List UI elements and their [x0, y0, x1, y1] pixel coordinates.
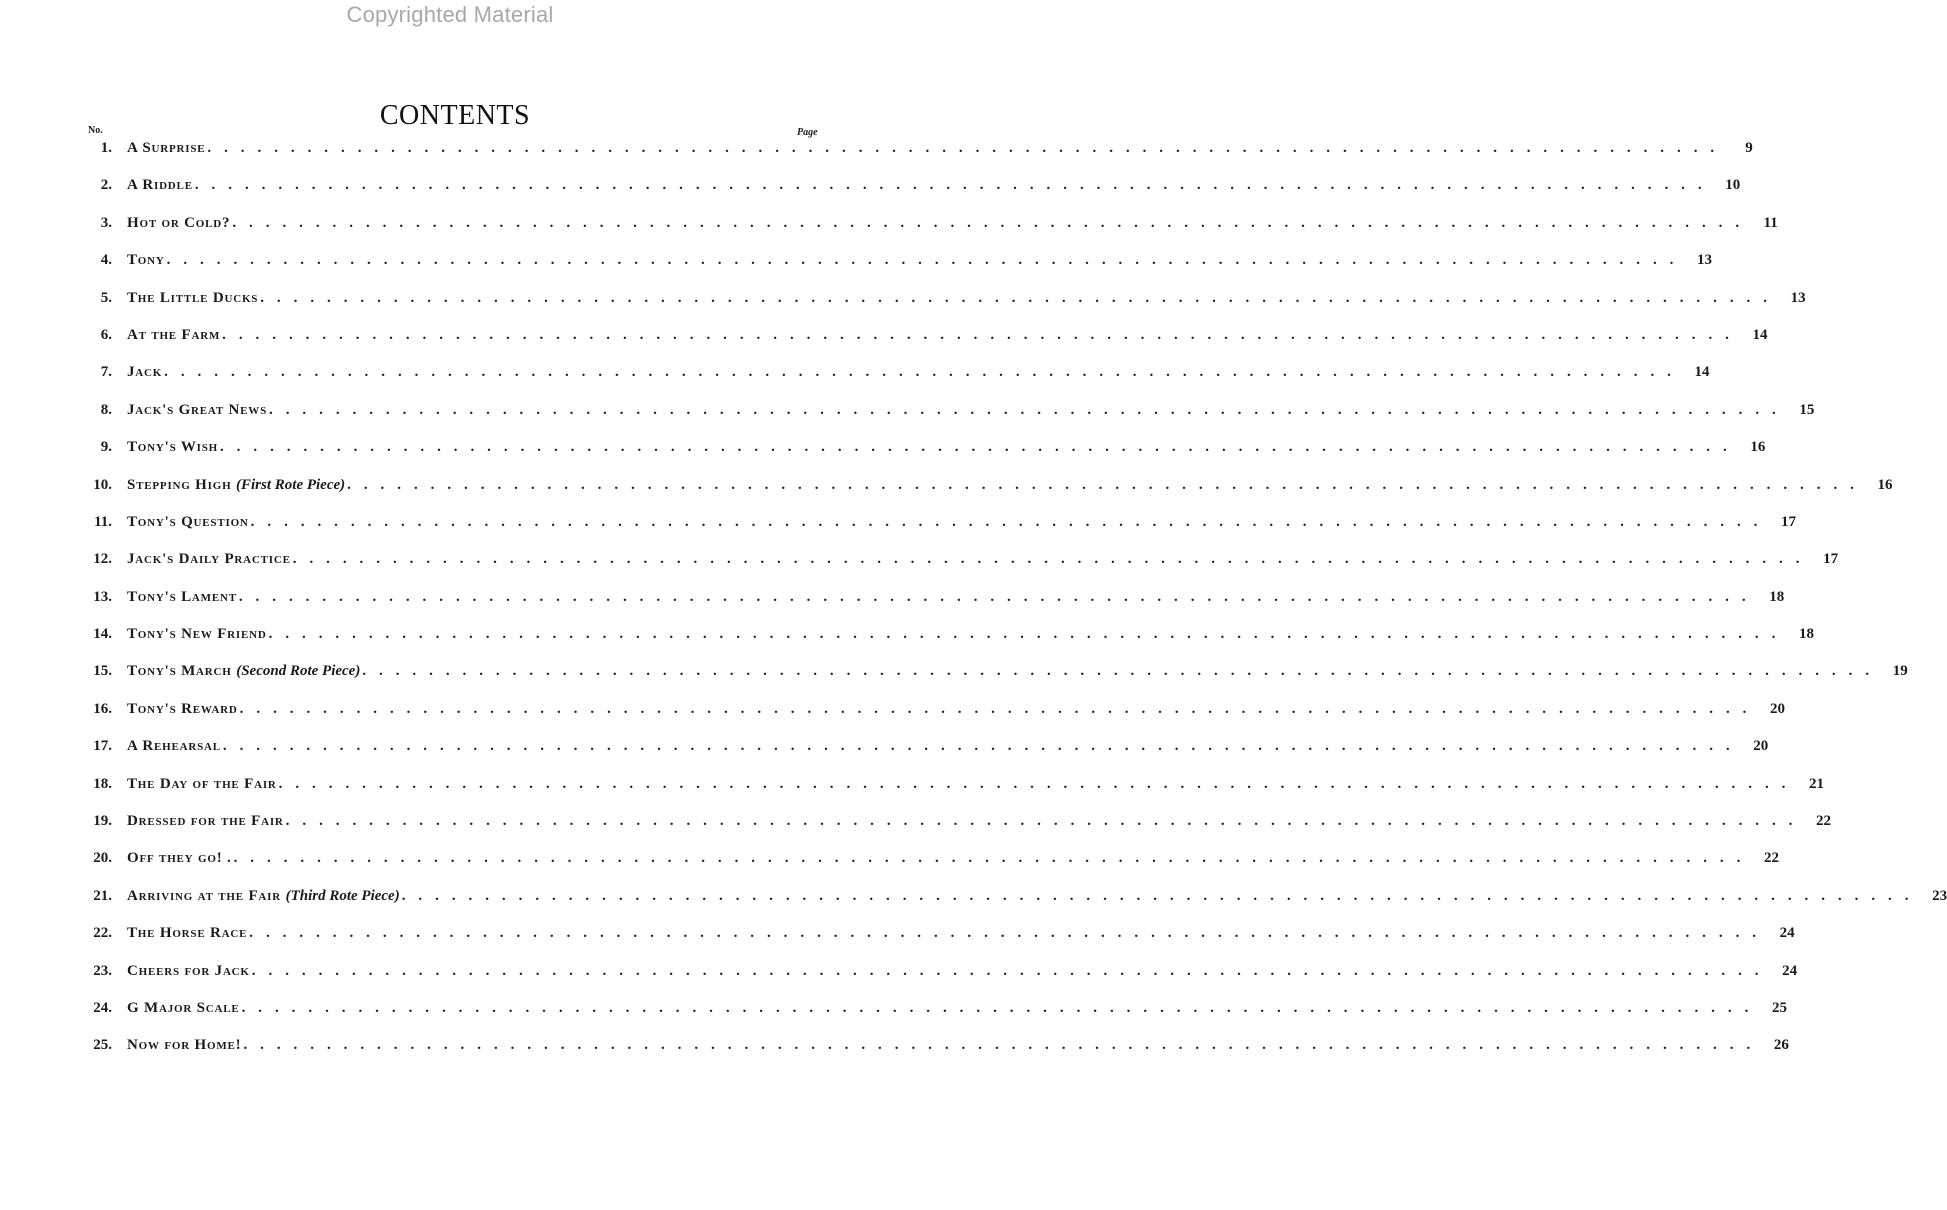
- entry-page: 20: [1770, 700, 1786, 717]
- toc-entry: [80, 401, 1815, 439]
- entry-title: Hot or Cold?: [127, 214, 231, 231]
- dot-leader: . . . . . . . . . . . . . . . . . . . . . . . . . . . . . . . . . . . . . . . . . . . . . . . . . . . . . . . . . . . . . . . . . . . . . . . . . . . . . . . . . . . . . . . . . . .: [362, 663, 1874, 680]
- dot-leader: . . . . . . . . . . . . . . . . . . . . . . . . . . . . . . . . . . . . . . . . . . . . . . . . . . . . . . . . . . . . . . . . . . . . . . . . . . . . . . . . . . . . . . . . . . .: [243, 1037, 1755, 1054]
- toc-entry: [80, 140, 1753, 177]
- toc-entry: [80, 626, 1814, 663]
- entry-title: Tony's Wish: [127, 439, 218, 456]
- entry-title: Stepping High (First Rote Piece): [127, 476, 346, 493]
- entry-page: 24: [1779, 925, 1795, 942]
- entry-number: 14.: [93, 626, 112, 643]
- entry-title: A Riddle: [127, 177, 193, 194]
- toc-entry: [80, 775, 1825, 813]
- entry-title: Off they go! .: [127, 850, 232, 867]
- entry-page: 17: [1823, 551, 1839, 568]
- dot-leader: . . . . . . . . . . . . . . . . . . . . . . . . . . . . . . . . . . . . . . . . . . . . . . . . . . . . . . . . . . . . . . . . . . . . . . . . . . . . . . . . . . . . . . . . . . .: [347, 476, 1859, 493]
- entry-title: The Little Ducks: [127, 289, 259, 306]
- toc-entry: [80, 999, 1787, 1037]
- entry-page: 18: [1798, 626, 1814, 643]
- entry-number: 15.: [93, 663, 112, 680]
- toc-entry: [80, 252, 1713, 289]
- entry-number: 12.: [93, 551, 112, 568]
- entry-number: 8.: [100, 401, 112, 418]
- entry-page: 24: [1782, 962, 1798, 979]
- entry-title: The Horse Race: [127, 925, 248, 942]
- dot-leader: . . . . . . . . . . . . . . . . . . . . . . . . . . . . . . . . . . . . . . . . . . . . . . . . . . . . . . . . . . . . . . . . . . . . . . . . . . . . . . . . . . . . . . . . . . .: [194, 177, 1707, 194]
- entry-title: Cheers for Jack: [127, 962, 250, 979]
- entry-title: G Major Scale: [127, 999, 240, 1016]
- dot-leader: . . . . . . . . . . . . . . . . . . . . . . . . . . . . . . . . . . . . . . . . . . . . . . . . . . . . . . . . . . . . . . . . . . . . . . . . . . . . . . . . . . . . . . . . . . .: [222, 738, 1735, 755]
- entry-page: 26: [1773, 1037, 1789, 1054]
- entry-number: 18.: [93, 775, 112, 792]
- entry-number: 21.: [93, 887, 112, 904]
- entry-number: 17.: [93, 738, 112, 755]
- entry-page: 18: [1769, 588, 1785, 605]
- dot-leader: . . . . . . . . . . . . . . . . . . . . . . . . . . . . . . . . . . . . . . . . . . . . . . . . . . . . . . . . . . . . . . . . . . . . . . . . . . . . . . . . . . . . . . . . . . .: [278, 775, 1791, 792]
- entry-number: 23.: [93, 962, 112, 979]
- entry-page: 10: [1725, 177, 1741, 194]
- toc-entry: [80, 887, 1947, 925]
- dot-leader: . . . . . . . . . . . . . . . . . . . . . . . . . . . . . . . . . . . . . . . . . . . . . . . . . . . . . . . . . . . . . . . . . . . . . . . . . . . . . . . . . . . . . . . . . . .: [233, 850, 1745, 867]
- entry-number: 22.: [93, 925, 112, 942]
- toc-entry: [80, 813, 1832, 850]
- toc-entry: [80, 177, 1741, 214]
- entry-page: 21: [1809, 775, 1825, 792]
- entry-page: 22: [1763, 850, 1779, 867]
- toc-entry: [80, 439, 1766, 476]
- toc-entry: [80, 214, 1778, 252]
- dot-leader: . . . . . . . . . . . . . . . . . . . . . . . . . . . . . . . . . . . . . . . . . . . . . . . . . . . . . . . . . . . . . . . . . . . . . . . . . . . . . . . . . . . . . . . . . . .: [241, 999, 1753, 1016]
- entry-number: 7.: [100, 364, 112, 381]
- entry-title: Arriving at the Fair (Third Rote Piece): [127, 887, 400, 904]
- entry-page: 22: [1816, 813, 1832, 830]
- entry-title: Tony: [127, 252, 165, 269]
- entry-title: The Day of the Fair: [127, 775, 277, 792]
- entry-page: 11: [1763, 214, 1778, 231]
- entry-page: 19: [1892, 663, 1908, 680]
- entry-number: 1.: [100, 140, 112, 156]
- table-of-contents: [80, 140, 1947, 1075]
- entry-title: At the Farm: [127, 326, 221, 343]
- entry-title: Tony's Question: [127, 513, 249, 530]
- entry-note: (First Rote Piece): [236, 476, 346, 493]
- entry-number: 24.: [93, 999, 112, 1016]
- entry-title: A Surprise: [127, 140, 206, 156]
- toc-entry: [80, 326, 1768, 364]
- toc-entry: [80, 925, 1795, 962]
- entry-page: 16: [1750, 439, 1766, 456]
- dot-leader: . . . . . . . . . . . . . . . . . . . . . . . . . . . . . . . . . . . . . . . . . . . . . . . . . . . . . . . . . . . . . . . . . . . . . . . . . . . . . . . . . . . . . . . . . . .: [166, 252, 1679, 269]
- entry-page: 25: [1771, 999, 1787, 1016]
- dot-leader: . . . . . . . . . . . . . . . . . . . . . . . . . . . . . . . . . . . . . . . . . . . . . . . . . . . . . . . . . . . . . . . . . . . . . . . . . . . . . . . . . . . . . . . . . . .: [219, 439, 1732, 456]
- toc-entry: [80, 738, 1769, 775]
- dot-leader: . . . . . . . . . . . . . . . . . . . . . . . . . . . . . . . . . . . . . . . . . . . . . . . . . . . . . . . . . . . . . . . . . . . . . . . . . . . . . . . . . . . . . . . . . . .: [239, 700, 1752, 717]
- dot-leader: . . . . . . . . . . . . . . . . . . . . . . . . . . . . . . . . . . . . . . . . . . . . . . . . . . . . . . . . . . . . . . . . . . . . . . . . . . . . . . . . . . . . . . . . . . .: [292, 551, 1805, 568]
- toc-entry: [80, 513, 1797, 551]
- entry-number: 11.: [94, 513, 112, 530]
- dot-leader: . . . . . . . . . . . . . . . . . . . . . . . . . . . . . . . . . . . . . . . . . . . . . . . . . . . . . . . . . . . . . . . . . . . . . . . . . . . . . . . . . . . . . . . . . . .: [251, 962, 1764, 979]
- entry-page: 16: [1877, 476, 1893, 493]
- entry-number: 19.: [93, 813, 112, 830]
- dot-leader: . . . . . . . . . . . . . . . . . . . . . . . . . . . . . . . . . . . . . . . . . . . . . . . . . . . . . . . . . . . . . . . . . . . . . . . . . . . . . . . . . . . . . . . . . . .: [232, 214, 1744, 231]
- watermark: Copyrighted Material: [346, 2, 554, 27]
- entry-title: Tony's New Friend: [127, 626, 267, 643]
- entry-title: Tony's Reward: [127, 700, 238, 717]
- entry-title: Jack's Daily Practice: [127, 551, 291, 568]
- entry-number: 20.: [93, 850, 112, 867]
- entry-page: 17: [1781, 513, 1797, 530]
- entry-number: 10.: [93, 476, 112, 493]
- entry-number: 13.: [93, 588, 112, 605]
- dot-leader: . . . . . . . . . . . . . . . . . . . . . . . . . . . . . . . . . . . . . . . . . . . . . . . . . . . . . . . . . . . . . . . . . . . . . . . . . . . . . . . . . . . . . . . . . . .: [269, 401, 1781, 418]
- toc-entry: [80, 663, 1908, 700]
- dot-leader: . . . . . . . . . . . . . . . . . . . . . . . . . . . . . . . . . . . . . . . . . . . . . . . . . . . . . . . . . . . . . . . . . . . . . . . . . . . . . . . . . . . . . . . . . . .: [401, 887, 1914, 904]
- entry-number: 25.: [93, 1037, 112, 1054]
- entry-number: 6.: [100, 326, 112, 343]
- entry-page: 13: [1697, 252, 1713, 269]
- entry-title: Tony's March (Second Rote Piece): [127, 663, 361, 680]
- column-header-page: Page: [797, 127, 818, 138]
- dot-leader: . . . . . . . . . . . . . . . . . . . . . . . . . . . . . . . . . . . . . . . . . . . . . . . . . . . . . . . . . . . . . . . . . . . . . . . . . . . . . . . . . . . . . . . . . . .: [164, 364, 1676, 381]
- dot-leader: . . . . . . . . . . . . . . . . . . . . . . . . . . . . . . . . . . . . . . . . . . . . . . . . . . . . . . . . . . . . . . . . . . . . . . . . . . . . . . . . . . . . . . . . . . .: [238, 588, 1751, 605]
- entry-page: 9: [1745, 140, 1753, 156]
- entry-page: 20: [1753, 738, 1769, 755]
- dot-leader: . . . . . . . . . . . . . . . . . . . . . . . . . . . . . . . . . . . . . . . . . . . . . . . . . . . . . . . . . . . . . . . . . . . . . . . . . . . . . . . . . . . . . . . . . . .: [268, 626, 1780, 643]
- page-title: CONTENTS: [379, 100, 531, 131]
- toc-entry: [80, 962, 1798, 1000]
- entry-number: 2.: [100, 177, 112, 194]
- entry-note: (Third Rote Piece): [285, 887, 400, 904]
- entry-number: 9.: [100, 439, 112, 456]
- dot-leader: . . . . . . . . . . . . . . . . . . . . . . . . . . . . . . . . . . . . . . . . . . . . . . . . . . . . . . . . . . . . . . . . . . . . . . . . . . . . . . . . . . . . . . . . . . .: [260, 289, 1772, 306]
- toc-entry: [80, 700, 1786, 738]
- entry-title: Now for Home!: [127, 1037, 242, 1054]
- entry-page: 13: [1790, 289, 1806, 306]
- entry-note: (Second Rote Piece): [236, 663, 361, 680]
- entry-page: 15: [1799, 401, 1815, 418]
- dot-leader: . . . . . . . . . . . . . . . . . . . . . . . . . . . . . . . . . . . . . . . . . . . . . . . . . . . . . . . . . . . . . . . . . . . . . . . . . . . . . . . . . . . . . . . . . . .: [285, 813, 1798, 830]
- entry-title: Jack's Great News: [127, 401, 268, 418]
- entry-page: 23: [1932, 887, 1947, 904]
- dot-leader: . . . . . . . . . . . . . . . . . . . . . . . . . . . . . . . . . . . . . . . . . . . . . . . . . . . . . . . . . . . . . . . . . . . . . . . . . . . . . . . . . . . . . . . . . . .: [207, 140, 1719, 156]
- dot-leader: . . . . . . . . . . . . . . . . . . . . . . . . . . . . . . . . . . . . . . . . . . . . . . . . . . . . . . . . . . . . . . . . . . . . . . . . . . . . . . . . . . . . . . . . . . .: [222, 326, 1734, 343]
- entry-number: 4.: [100, 252, 112, 269]
- dot-leader: . . . . . . . . . . . . . . . . . . . . . . . . . . . . . . . . . . . . . . . . . . . . . . . . . . . . . . . . . . . . . . . . . . . . . . . . . . . . . . . . . . . . . . . . . . .: [250, 513, 1763, 530]
- entry-number: 16.: [93, 700, 112, 717]
- toc-entry: [80, 588, 1785, 626]
- entry-title: A Rehearsal: [127, 738, 221, 755]
- toc-entry: [80, 1037, 1789, 1074]
- entry-title: Jack: [127, 364, 163, 381]
- entry-title: Tony's Lament: [127, 588, 237, 605]
- entry-number: 3.: [100, 214, 112, 231]
- toc-entry: [80, 850, 1779, 887]
- toc-entry: [80, 289, 1806, 327]
- entry-page: 14: [1752, 326, 1768, 343]
- toc-entry: [80, 364, 1710, 401]
- dot-leader: . . . . . . . . . . . . . . . . . . . . . . . . . . . . . . . . . . . . . . . . . . . . . . . . . . . . . . . . . . . . . . . . . . . . . . . . . . . . . . . . . . . . . . . . . . .: [249, 925, 1761, 942]
- entry-page: 14: [1694, 364, 1710, 381]
- toc-entry: [80, 476, 1893, 514]
- entry-number: 5.: [100, 289, 112, 306]
- entry-title: Dressed for the Fair: [127, 813, 284, 830]
- column-header-number: No.: [88, 125, 103, 136]
- toc-entry: [80, 551, 1839, 588]
